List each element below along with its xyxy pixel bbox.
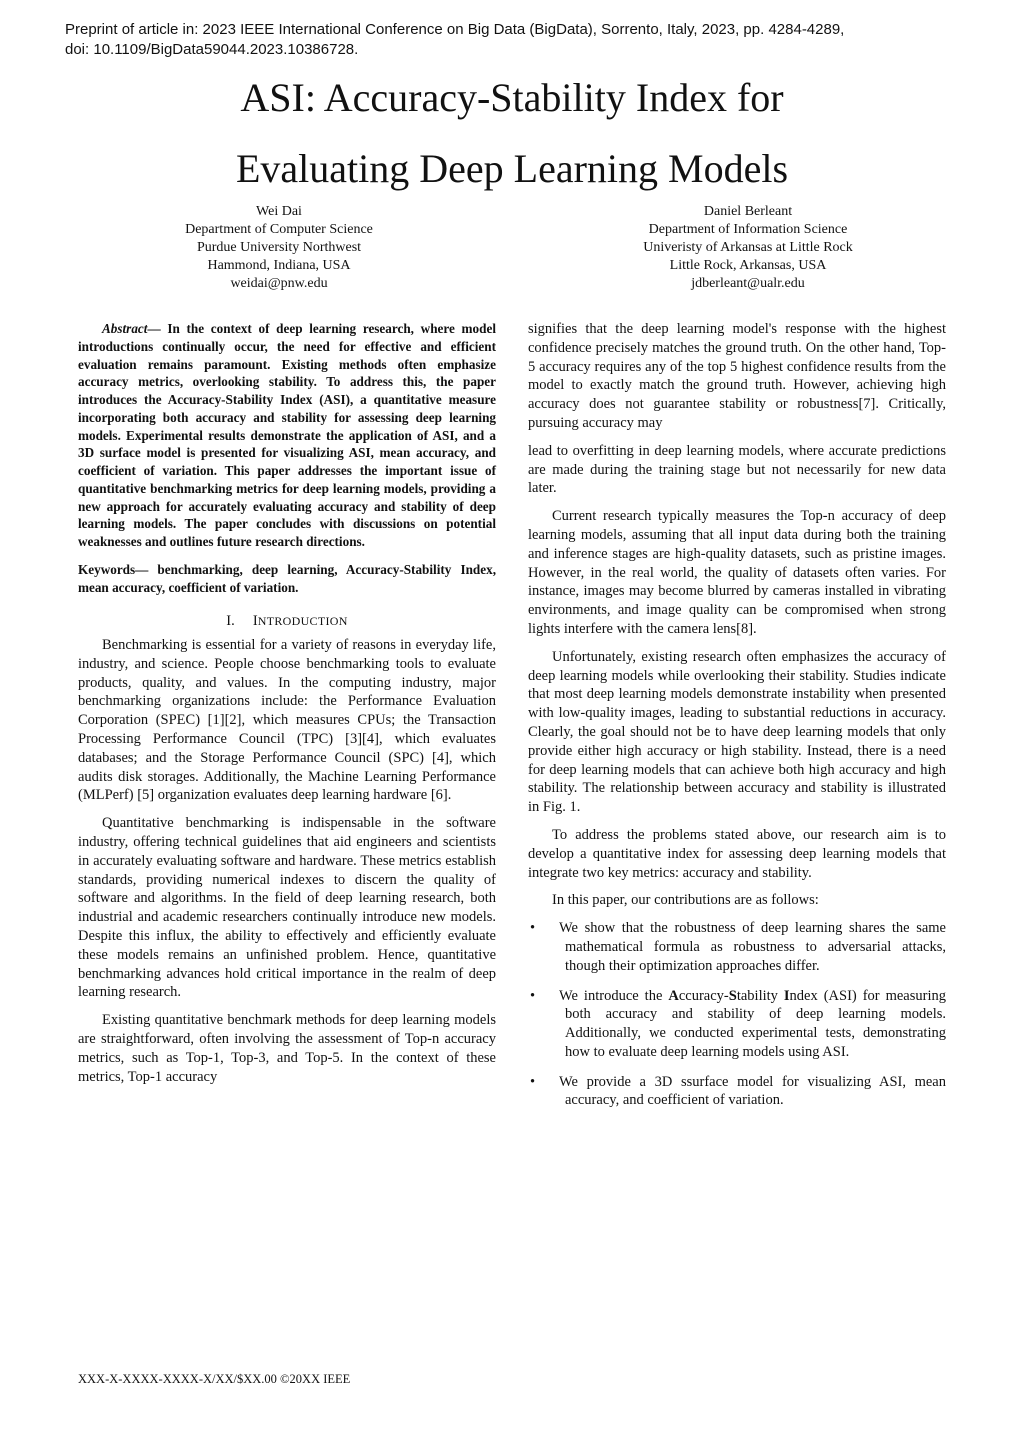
text-run-bold: I: [783, 987, 790, 1004]
bullet-icon: •: [530, 987, 536, 1004]
paper-title: [0, 62, 1024, 204]
section-heading-introduction: [78, 612, 496, 631]
paragraph: Current research typically measures the Top-n accuracy of deep learning models, assuming that all input data during both the training and inference stages are high-quality datasets, such as pristine images. However, in the real world, the quality of datasets often varies. For instance, images may become blurred by cameras installed in vibrating environments, and image quality can be compromised when strong lights interfere with the camera lens[8].: [528, 508, 946, 637]
paragraph: signifies that the deep learning model's response with the highest confidence precisely matches the ground truth. On the other hand, Top-5 accuracy requires any of the top 5 highest confidence results from the model to exactly match the ground truth. However, achieving high accuracy does not guarantee stability or robustness[7]. Critically, pursuing accuracy may: [528, 321, 946, 431]
right-column: [528, 320, 946, 1121]
author-institution: Purdue University Northwest: [196, 240, 362, 255]
text-run: We introduce the: [559, 987, 669, 1004]
keywords: Keywords— benchmarking, deep learning, Accuracy-Stability Index, mean accuracy, coefficient of variation.: [78, 561, 496, 595]
list-item-text: We provide a 3D ssurface model for visualizing ASI, mean accuracy, and coefficient of variation.: [559, 1073, 946, 1109]
author-block-1: [99, 203, 459, 293]
text-run-bold: S: [728, 987, 737, 1004]
author-location: Little Rock, Arkansas, USA: [669, 258, 827, 273]
text-run: ccuracy-: [678, 987, 729, 1004]
paragraph: To address the problems stated above, our research aim is to develop a quantitative index for assessing deep learning models that integrate two key metrics: accuracy and stability.: [528, 826, 946, 881]
author-email: jdberleant@ualr.edu: [691, 276, 805, 291]
copyright-footer: XXX-X-XXXX-XXXX-X/XX/$XX.00 ©20XX IEEE: [78, 1372, 351, 1386]
list-item: [528, 1073, 946, 1111]
abstract-text: — In the context of deep learning research, where model introductions continually occur, the need for effective and efficient evaluation remains paramount. Existing methods often emphasize accuracy metrics, overlooking stability. To address this, the paper introduces the Accuracy-Stability Index (ASI), a quantitative measure incorporating both accuracy and stability for assessing deep learning models. Experimental results demonstrate the application of ASI, and a 3D surface model is presented for visualizing ASI, mean accuracy, and coefficient of variation. This paper addresses the important issue of quantitative benchmarking metrics for deep learning models, providing a new approach for accurately evaluating accuracy and stability of deep learning models. The paper concludes with discussions on potential weaknesses and outlines future research directions.: [78, 321, 496, 549]
author-department: Department of Computer Science: [185, 222, 373, 237]
abstract-label: Abstract: [102, 321, 148, 336]
section-number: I.: [226, 613, 235, 630]
title-line-1: ASI: Accuracy-Stability Index for: [240, 75, 784, 120]
preprint-notice: [65, 20, 985, 59]
text-run: ndex (ASI) for measuring both accuracy and stability of deep learning models. Additionally, we conducted experimental tests, demonstrating how to evaluate deep learning models using ASI.: [565, 987, 946, 1060]
section-title-initial: I: [252, 613, 258, 630]
author-name: Daniel Berleant: [703, 204, 793, 219]
paragraph: Quantitative benchmarking is indispensable in the software industry, offering technical guidelines that aid engineers and scientists in accurately evaluating software and hardware. These metrics establish standards, providing numerical indexes to discern the quality of software and algorithms. In the field of deep learning research, both industrial and academic researchers continually introduce new models. Despite this influx, the ability to effectively and efficiently evaluate these models remains an unfinished problem. Hence, quantitative benchmarking advances hold critical importance in the realm of deep learning research.: [78, 815, 496, 1001]
paragraph: Benchmarking is essential for a variety of reasons in everyday life, industry, and science. People choose benchmarking tools to evaluate products, quality, and values. In the computing industry, major benchmarking organizations include: the Performance Evaluation Corporation (SPEC) [1][2], which measures CPUs; the Transaction Processing Performance Council (TPC) [3][4], which evaluates databases; and the Storage Performance Council (SPC) [4], which audits disk storages. Additionally, the Machine Learning Performance (MLPerf) [5] organization evaluates deep learning hardware [6].: [78, 637, 496, 804]
paragraph: Unfortunately, existing research often emphasizes the accuracy of deep learning models while overlooking their stability. Studies indicate that most deep learning models demonstrate instability when presented with low-quality images, leading to substantial reductions in accuracy. Clearly, the goal should not be to have deep learning models that only provide either high accuracy or high stability. Instead, there is a need for deep learning models that can achieve both high accuracy and high stability. The relationship between accuracy and stability is illustrated in Fig. 1.: [528, 648, 946, 816]
text-run: tability: [736, 987, 784, 1004]
left-column: [78, 320, 496, 1095]
bullet-icon: •: [530, 1073, 536, 1090]
preprint-line-2: doi: 10.1109/BigData59044.2023.10386728.: [65, 40, 359, 58]
author-name: Wei Dai: [256, 204, 302, 219]
author-block-2: [568, 203, 928, 293]
list-item: [528, 919, 946, 975]
list-item: [528, 987, 946, 1062]
author-email: weidai@pnw.edu: [230, 276, 328, 291]
list-item-text: We show that the robustness of deep learning shares the same mathematical formula as robustness to adversarial attacks, though their optimization approaches differ.: [559, 920, 946, 974]
list-item-text: [559, 987, 946, 1062]
contributions-list: [528, 919, 946, 1110]
author-institution: Univeristy of Arkansas at Little Rock: [643, 240, 853, 255]
bullet-icon: •: [530, 920, 536, 937]
abstract: [78, 320, 496, 551]
preprint-line-1: Preprint of article in: 2023 IEEE International Conference on Big Data (BigData), Sorrento, Italy, 2023, pp. 4284-4289,: [65, 21, 845, 38]
paragraph: In this paper, our contributions are as follows:: [552, 892, 819, 909]
text-run-bold: A: [668, 987, 679, 1004]
author-department: Department of Information Science: [648, 222, 848, 237]
section-title-rest: NTRODUCTION: [257, 614, 348, 629]
title-line-2: Evaluating Deep Learning Models: [235, 146, 789, 191]
paragraph: Existing quantitative benchmark methods for deep learning models are straightforward, often involving the assessment of Top-n accuracy metrics, such as Top-1, Top-3, and Top-5. In the context of these metrics, Top-1 accuracy: [78, 1012, 496, 1085]
paragraph: lead to overfitting in deep learning models, where accurate predictions are made during the training stage but not necessarily for new data later.: [528, 442, 946, 497]
author-location: Hammond, Indiana, USA: [207, 258, 351, 273]
